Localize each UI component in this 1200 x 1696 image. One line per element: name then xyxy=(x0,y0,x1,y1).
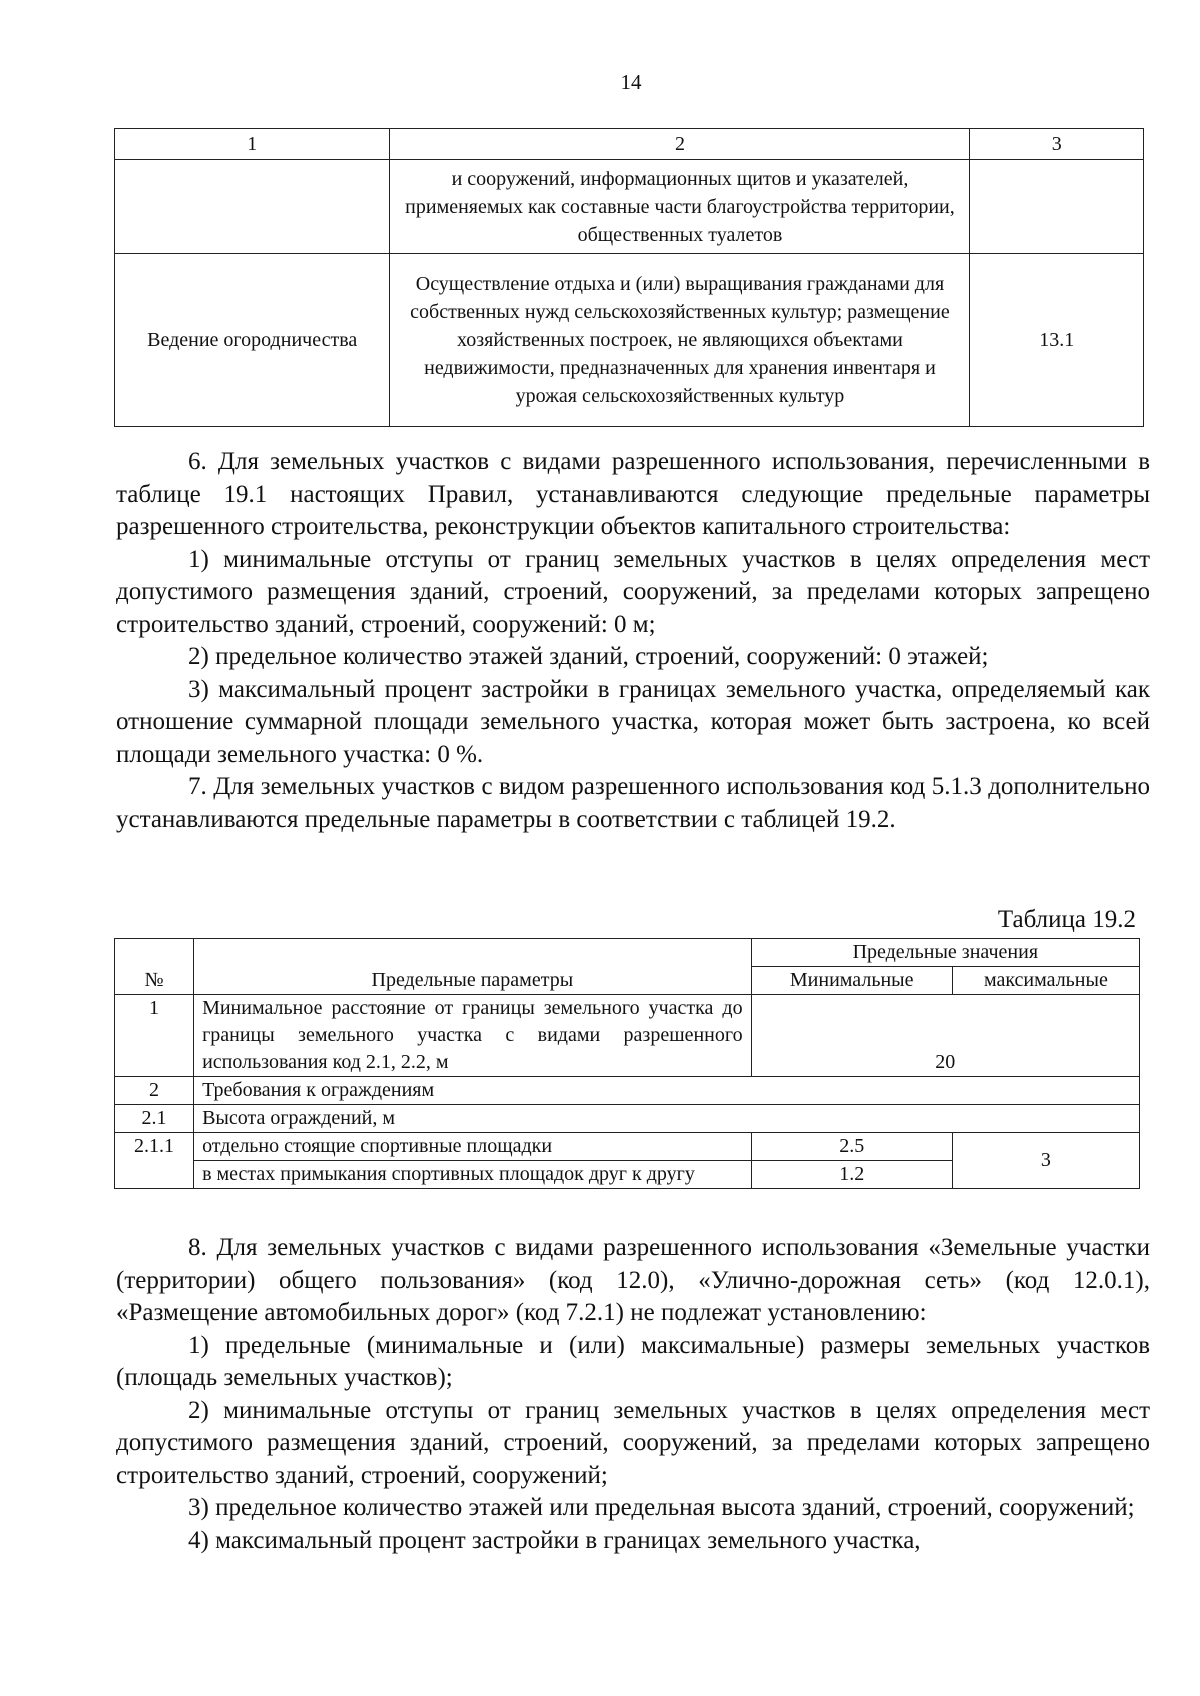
use-name-cell: Ведение огородничества xyxy=(115,254,390,427)
header-min: Минимальные xyxy=(751,967,952,995)
row-number: 2 xyxy=(115,1077,194,1105)
column-number-3: 3 xyxy=(970,129,1144,160)
paragraph: 6. Для земельных участков с видами разрешенного использования, перечисленными в таблице 19.1 настоящих Правил, устанавливаются следующие предельные параметры разрешенного строительства, реконструкции объектов капитального строительства: xyxy=(116,448,1150,540)
table-row xyxy=(115,995,1140,1077)
row-parameter: в местах примыкания спортивных площадок друг к другу xyxy=(194,1161,752,1189)
header-limit-values: Предельные значения xyxy=(751,939,1139,967)
list-item: 1) минимальные отступы от границ земельных участков в целях определения мест допустимого размещения зданий, строений, сооружений, за пределами которых запрещено строительство зданий, строений, сооружений: 0 м; xyxy=(116,545,1150,638)
limits-table-19-2 xyxy=(114,938,1140,1189)
list-item: 4) максимальный процент застройки в границах земельного участка, xyxy=(188,1526,921,1554)
table-row xyxy=(115,1105,1140,1133)
table-row xyxy=(115,1077,1140,1105)
row-number: 2.1.1 xyxy=(115,1133,194,1189)
table-row xyxy=(115,254,1144,427)
header-parameters: Предельные параметры xyxy=(194,939,752,995)
column-number-1: 1 xyxy=(115,129,390,160)
table-row xyxy=(115,1133,1140,1161)
row-parameter: Высота ограждений, м xyxy=(194,1105,1140,1133)
row-parameter: Минимальное расстояние от границы земельного участка до границы земельного участка с видами разрешенного использования код 2.1, 2.2, м xyxy=(194,995,752,1077)
table-header-row xyxy=(115,939,1140,967)
table-row xyxy=(115,160,1144,254)
use-code-cell xyxy=(970,160,1144,254)
row-max-value: 3 xyxy=(952,1133,1139,1189)
list-item: 3) предельное количество этажей или предельная высота зданий, строений, сооружений; xyxy=(188,1494,1135,1521)
use-description-cell: Осуществление отдыха и (или) выращивания гражданами для собственных нужд сельскохозяйственных культур; размещение хозяйственных построек, не являющихся объектами недвижимости, предназначенных для хранения инвентаря и урожая сельскохозяйственных культур xyxy=(390,254,970,427)
list-item: 3) максимальный процент застройки в границах земельного участка, определяемый как отношение суммарной площади земельного участка, которая может быть застроена, ко всей площади земельного участка: 0 %. xyxy=(116,675,1150,768)
section-6 xyxy=(116,446,1150,836)
use-code-cell: 13.1 xyxy=(970,254,1144,427)
section-8 xyxy=(116,1232,1150,1557)
row-number: 2.1 xyxy=(115,1105,194,1133)
paragraph-section-7: 7. Для земельных участков с видом разрешенного использования код 5.1.3 дополнительно устанавливаются предельные параметры в соответствии с таблицей 19.2. xyxy=(116,773,1150,833)
row-parameter: Требования к ограждениям xyxy=(194,1077,1140,1105)
header-max: максимальные xyxy=(952,967,1139,995)
row-value: 20 xyxy=(751,995,1139,1077)
table-caption: Таблица 19.2 xyxy=(997,906,1136,933)
land-use-table-continuation xyxy=(114,128,1144,427)
header-number: № xyxy=(115,939,194,995)
list-item: 1) предельные (минимальные и (или) максимальные) размеры земельных участков (площадь земельных участков); xyxy=(116,1331,1150,1391)
use-description-cell: и сооружений, информационных щитов и указателей, применяемых как составные части благоустройства территории, общественных туалетов xyxy=(390,160,970,254)
list-item: 2) минимальные отступы от границ земельных участков в целях определения мест допустимого размещения зданий, строений, сооружений, за пределами которых запрещено строительство зданий, строений, сооружений; xyxy=(116,1396,1150,1489)
row-parameter: отдельно стоящие спортивные площадки xyxy=(194,1133,752,1161)
paragraph: 8. Для земельных участков с видами разрешенного использования «Земельные участки (территории) общего пользования» (код 12.0), «Улично-дорожная сеть» (код 12.0.1), «Размещение автомобильных дорог» (код 7.2.1) не подлежат установлению: xyxy=(116,1234,1150,1326)
list-item: 2) предельное количество этажей зданий, строений, сооружений: 0 этажей; xyxy=(188,643,989,670)
column-number-2: 2 xyxy=(390,129,970,160)
table-header-row xyxy=(115,129,1144,160)
use-name-cell xyxy=(115,160,390,254)
page-number: 14 xyxy=(620,70,642,94)
row-min-value: 1.2 xyxy=(751,1161,952,1189)
row-min-value: 2.5 xyxy=(751,1133,952,1161)
row-number: 1 xyxy=(115,995,194,1077)
